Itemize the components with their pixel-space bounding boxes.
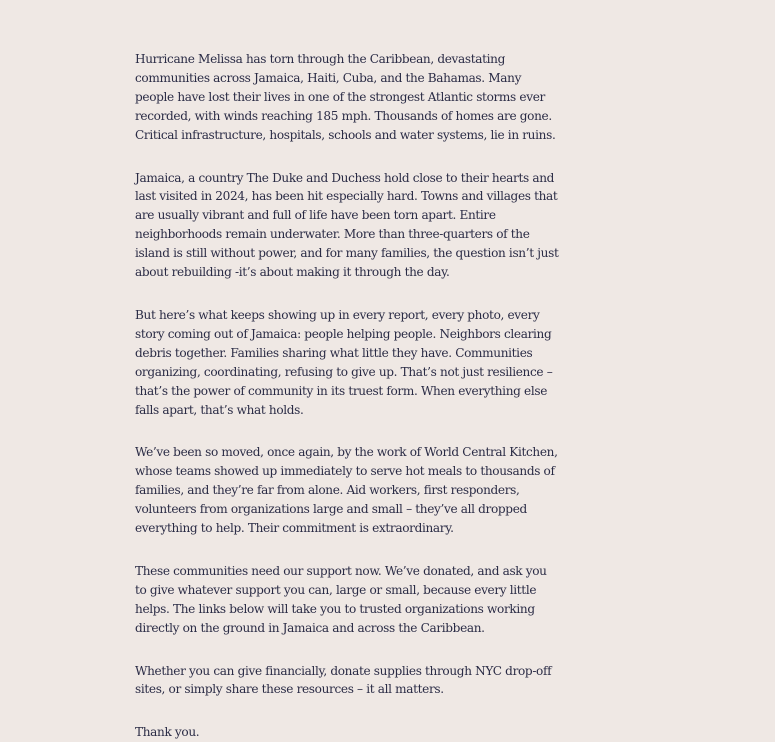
sign-off: Thank you.	[135, 725, 200, 740]
article-body	[135, 50, 560, 742]
paragraph-jamaica-impact: Jamaica, a country The Duke and Duchess hold close to their hearts and last visited in 2024, has been hit especially hard. Towns and villages that are usually vibrant and full of life have been torn apart. Entire neighborhoods remain underwater. More than three-quarters of the island is still without power, and for many families, the question isn’t just about rebuilding -it’s about making it through the day.	[135, 170, 559, 280]
paragraph-ways-to-help: Whether you can give financially, donate supplies through NYC drop-off sites, or simply share these resources – it all matters.	[135, 663, 552, 697]
paragraph-aid-workers: We’ve been so moved, once again, by the work of World Central Kitchen, whose teams showed up immediately to serve hot meals to thousands of families, and they’re far from alone. Aid workers, first responders, volunteers from organizations large and small – they’ve all dropped everything to help. Their commitment is extraordinary.	[135, 445, 558, 536]
paragraph-community-resilience: But here’s what keeps showing up in every report, every photo, every story coming out of Jamaica: people helping people. Neighbors clearing debris together. Families sharing what little they have. Communities organizing, coordinating, refusing to give up. That’s not just resilience – that’s the power of community in its truest form. When everything else falls apart, that’s what holds.	[135, 307, 553, 417]
paragraph-hurricane-overview: Hurricane Melissa has torn through the Caribbean, devastating communities across Jamaica, Haiti, Cuba, and the Bahamas. Many people have lost their lives in one of the strongest Atlantic storms ever recorded, with winds reaching 185 mph. Thousands of homes are gone. Critical infrastructure, hospitals, schools and water systems, lie in ruins.	[135, 52, 556, 142]
paragraph-call-to-support: These communities need our support now. We’ve donated, and ask you to give whatever support you can, large or small, because every little helps. The links below will take you to trusted organizations working directly on the ground in Jamaica and across the Caribbean.	[135, 563, 547, 635]
